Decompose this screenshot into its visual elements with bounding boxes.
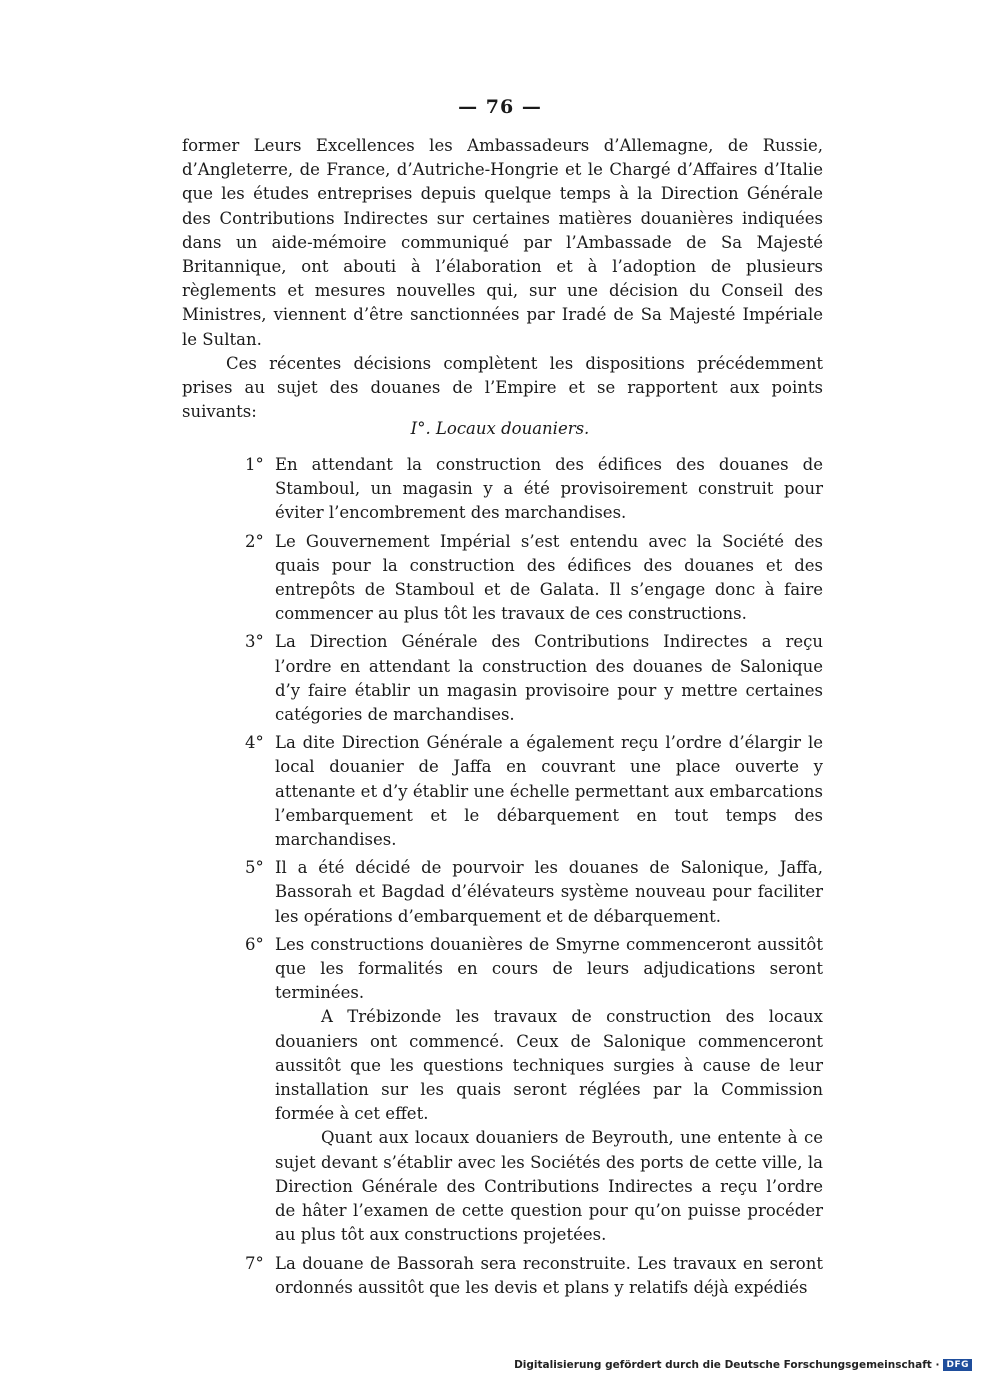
item-number: 1° (245, 455, 264, 474)
item-text: La Direction Générale des Contributions Indirectes a reçu l’ordre en attendant la construction des douanes de Salonique d’y faire établir un magasin provisoire pour y mettre certaines catégories de marchandises. (275, 632, 823, 725)
item-text: La douane de Bassorah sera reconstruite. Les travaux en seront ordonnés aussitôt que les devis et plans y relatifs déjà expédiés (275, 1253, 823, 1297)
item-number: 4° (245, 733, 264, 753)
list-item (245, 1252, 823, 1300)
digitization-credit (514, 1359, 972, 1371)
section-heading: I°. Locaux douaniers. (410, 419, 590, 438)
list-item (245, 530, 823, 627)
item-number: 3° (245, 632, 264, 652)
intro-text (182, 134, 823, 424)
list-item (245, 856, 823, 929)
item-text: Il a été décidé de pourvoir les douanes de Salonique, Jaffa, Bassorah et Bagdad d’élévateurs système nouveau pour faciliter les opérations d’embarquement et de débarquement. (275, 858, 823, 926)
item-text: Les constructions douanières de Smyrne commenceront aussitôt que les formalités en cours de leurs adjudications seront terminées. (275, 934, 823, 1003)
dfg-logo: DFG (943, 1359, 972, 1371)
page-number: — 76 — (458, 96, 542, 118)
credit-text: Digitalisierung gefördert durch die Deutsche Forschungsgemeinschaft · (514, 1359, 940, 1371)
item-number: 5° (245, 858, 264, 878)
item-text: Le Gouvernement Impérial s’est entendu avec la Société des quais pour la construction des édifices des douanes et des entrepôts de Stamboul et de Galata. Il s’engage donc à faire commencer au plus tôt les travaux de ces constructions. (275, 531, 823, 624)
item-text: En attendant la construction des édifices des douanes de Stamboul, un magasin y a été provisoirement construit pour éviter l’encombrement des marchandises. (275, 455, 823, 523)
list-item (245, 933, 823, 1248)
list-item (245, 731, 823, 852)
items-list (245, 453, 823, 1304)
item-subparagraph: Quant aux locaux douaniers de Beyrouth, une entente à ce sujet devant s’établir avec les Sociétés des ports de cette ville, la Direction Générale des Contributions Indirectes a reçu l’ordre de hâter l’examen de cette question pour qu’on puisse procéder au plus tôt aux constructions projetées. (275, 1128, 823, 1245)
item-number: 6° (245, 934, 264, 954)
item-text: La dite Direction Générale a également reçu l’ordre d’élargir le local douanier de Jaffa en couvrant une place ouverte y attenante et d’y établir une échelle permettant aux embarcations l’embarquement et le débarquement en tout temps des marchandises. (275, 733, 823, 850)
intro-paragraph-1: former Leurs Excellences les Ambassadeurs d’Allemagne, de Russie, d’Angleterre, de France, d’Autriche-Hongrie et le Chargé d’Affaires d’Italie que les études entreprises depuis quelque temps à la Direction Générale des Contributions Indirectes sur certaines matières douanières indiquées dans un aide-mémoire communiqué par l’Ambassade de Sa Majesté Britannique, ont abouti à l’élaboration et à l’adoption de plusieurs règlements et mesures nouvelles qui, sur une décision du Conseil des Ministres, viennent d’être sanctionnées par Iradé de Sa Majesté Impériale le Sultan. (182, 136, 823, 349)
item-subparagraph: A Trébizonde les travaux de construction des locaux douaniers ont commencé. Ceux de Salonique commenceront aussitôt que les questions techniques surgies à cause de leur installation sur les quais seront réglées par la Commission formée à cet effet. (275, 1007, 823, 1124)
item-number: 2° (245, 531, 264, 551)
item-number: 7° (245, 1253, 264, 1273)
intro-paragraph-2: Ces récentes décisions complètent les dispositions précédemment prises au sujet des douanes de l’Empire et se rapportent aux points suivants: (182, 353, 823, 422)
list-item (245, 630, 823, 727)
list-item (245, 453, 823, 526)
